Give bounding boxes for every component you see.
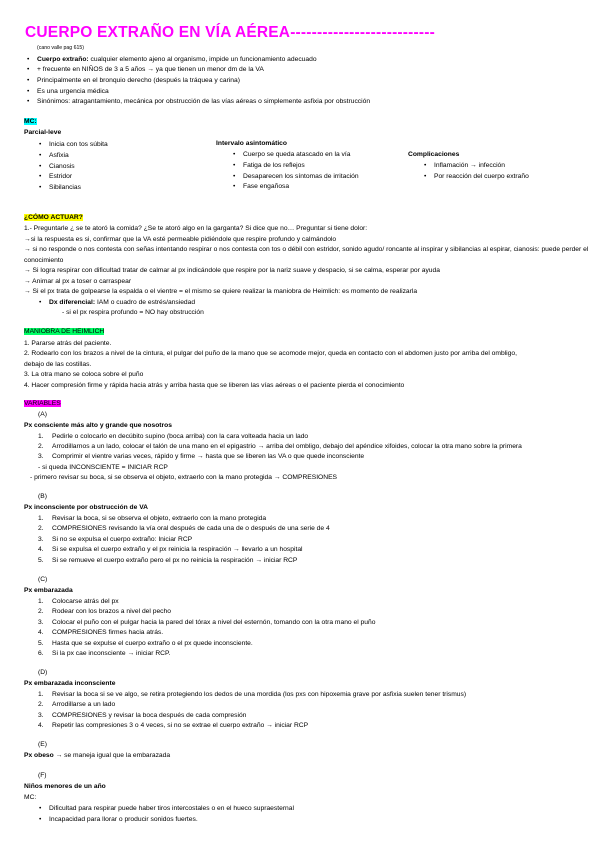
step-text: Arrodillarse a un lado [52, 701, 116, 708]
step-number: 5. [38, 640, 44, 647]
dx-diferencial: • Dx diferencial: IAM o cuadro de estrés/ansiedad [49, 298, 195, 308]
step-text: Colocar el puño con el pulgar hacia la pared del tórax a nivel del esternón, tomando con la otra mano el puño [52, 619, 376, 626]
parcial-item: • Inicia con tos súbita [49, 140, 108, 150]
step-number: 3. [38, 712, 44, 719]
intro-item: • Sinónimos: atragantamiento, mecánica por obstrucción de las vías aéreas o simplemente asfixia por obstrucción [37, 97, 370, 107]
como-line: → si no responde o nos contesta con señas intentando respirar o nos contesta con tos o débil con estridor, sonido agudo/ roncante al inspirar y sibilancias al espirar, cianosis: puede perder el [24, 246, 589, 253]
list-item: • Dificultad para respirar puede haber tiros intercostales o en el hueco supraesternal [49, 804, 294, 814]
step-text: Colocarse atrás del px [52, 598, 119, 605]
heimlich-line: 3. La otra mano se coloca sobre el puño [24, 371, 144, 378]
como-line: → Si el px trata de golpearse la espalda o el vientre = el mismo se quiere realizar la maniobra de Heimlich: es momento de realizarla [24, 288, 418, 295]
heimlich-heading: MANIOBRA DE HEIMLICH [24, 328, 105, 335]
step-text: Repetir las compresiones 3 o 4 veces, si no se extrae el cuerpo extraño → iniciar RCP [52, 722, 309, 729]
step-number: 3. [38, 536, 44, 543]
variable-line: Px obeso → se maneja igual que la embarazada [24, 752, 171, 759]
variable-tag: (F) [38, 772, 47, 779]
intervalo-title: Intervalo asintomático [216, 140, 287, 147]
variable-title: Px embarazada [24, 587, 73, 594]
step-number: 2. [38, 608, 44, 615]
step-text: Si la px cae inconsciente → iniciar RCP. [52, 650, 171, 657]
parcial-item: • Estridor [49, 172, 72, 182]
step-number: 2. [38, 443, 44, 450]
step-text: Pedirle o colocarlo en decúbito supino (boca arriba) con la cara volteada hacia un lado [52, 433, 309, 440]
step-text: COMPRESIONES revisando la vía oral después de cada una de o después de una serie de 4 [52, 525, 330, 532]
heimlich-line: debajo de las costillas. [24, 361, 92, 368]
step-text: Hasta que se expulse el cuerpo extraño o el px quede inconsciente. [52, 640, 253, 647]
como-line: → Animar al px a toser o carraspear [24, 278, 132, 285]
step-number: 1. [38, 691, 44, 698]
variable-title: Px inconsciente por obstrucción de VA [24, 504, 148, 511]
intervalo-item: • Cuerpo se queda atascado en la vía [243, 150, 350, 160]
step-number: 1. [38, 433, 44, 440]
step-text: Si no se expulsa el cuerpo extraño: Iniciar RCP [52, 536, 193, 543]
step-text: Si se expulsa el cuerpo extraño y el px reinicia la respiración → llevarlo a un hospital [52, 546, 303, 553]
intervalo-item: • Fatiga de los reflejos [243, 161, 305, 171]
page-title: CUERPO EXTRAÑO EN VÍA AÉREA--------------------------- [25, 24, 435, 41]
note: - si queda INCONSCIENTE = INICIAR RCP [38, 464, 168, 471]
step-text: Revisar la boca si se ve algo, se retira protegiendo los dedos de una mordida (los pxs con hipoxemia grave por asfixia suelen tener trismus) [52, 691, 467, 698]
dx-sub: - si el px respira profundo = NO hay obstrucción [62, 309, 204, 316]
variable-tag: (C) [38, 576, 48, 583]
parcial-item: • Asfixia [49, 151, 69, 161]
como-actuar-heading: ¿CÓMO ACTUAR? [24, 214, 83, 221]
intro-item: • Es una urgencia médica [37, 87, 109, 97]
step-text: Revisar la boca, si se observa el objeto, extraerlo con la mano protegida [52, 515, 267, 522]
source-reference: (cano valle pag 615) [37, 45, 85, 51]
intervalo-item: • Desaparecen los síntomas de irritación [243, 172, 359, 182]
step-text: Comprimir el vientre varias veces, rápido y firme → hasta que se liberen las VA o que quede inconsciente [52, 453, 365, 460]
como-line: 1.- Preguntarle ¿ se te atoró la comida? ¿Se te atoró algo en la garganta? Si dice que no… Preguntar si tiene dolor: [24, 225, 368, 232]
complicaciones-title: Complicaciones [408, 151, 460, 158]
mc-label: MC: [24, 794, 37, 801]
step-number: 3. [38, 453, 44, 460]
step-number: 1. [38, 515, 44, 522]
como-line: →si la respuesta es si, confirmar que la VA esté permeable pidiéndole que respire profundo y calmándolo [24, 236, 337, 243]
parcial-title: Parcial-leve [24, 129, 62, 136]
step-text: Si se remueve el cuerpo extraño pero el px no reinicia la respiración → iniciar RCP [52, 557, 298, 564]
step-text: Arrodillarnos a un lado, colocar el talón de una mano en el epigastrio → arriba del ombligo, debajo del apéndice xifoides, colocar la otra mano sobre la primera [52, 443, 522, 450]
step-text: COMPRESIONES firmes hacia atrás. [52, 629, 164, 636]
mc-heading: MC: [24, 118, 37, 125]
intervalo-item: • Fase engañosa [243, 182, 289, 192]
parcial-item: • Cianosis [49, 162, 75, 172]
heimlich-line: 1. Pararse atrás del paciente. [24, 340, 112, 347]
step-number: 2. [38, 701, 44, 708]
complicaciones-item: • Inflamación → infección [434, 161, 505, 171]
variable-title: Px consciente más alto y grande que nosotros [24, 422, 172, 429]
variable-title: Niños menores de un año [24, 783, 106, 790]
parcial-item: • Sibilancias [49, 183, 81, 193]
heimlich-line: 2. Rodearlo con los brazos a nivel de la cintura, el pulgar del puño de la mano que se acomode mejor, queda en contacto con el abdomen justo por arriba del ombligo, [24, 350, 517, 357]
intro-item: • + frecuente en NIÑOS de 3 a 5 años → ya que tienen un menor dm de la VA [37, 65, 264, 75]
variables-heading: VARIABLES [24, 400, 61, 407]
complicaciones-item: • Por reacción del cuerpo extraño [434, 172, 529, 182]
como-line: conocimiento [24, 257, 64, 264]
step-number: 6. [38, 650, 44, 657]
variable-tag: (A) [38, 411, 47, 418]
variable-title: Px embarazada inconsciente [24, 680, 116, 687]
step-number: 5. [38, 557, 44, 564]
intro-item: • Principalmente en el bronquio derecho (después la tráquea y carina) [37, 76, 240, 86]
list-item: • Incapacidad para llorar o producir sonidos fuertes. [49, 815, 198, 825]
step-text: Rodear con los brazos a nivel del pecho [52, 608, 171, 615]
step-text: COMPRESIONES y revisar la boca después de cada compresión [52, 712, 247, 719]
variable-tag: (E) [38, 741, 47, 748]
variable-tag: (B) [38, 493, 47, 500]
note: - primero revisar su boca, si se observa el objeto, extraerlo con la mano protegida → COMPRESIONES [30, 474, 338, 481]
heimlich-line: 4. Hacer compresión firme y rápida hacia atrás y arriba hasta que se liberen las vías aéreas o el paciente pierda el conocimiento [24, 382, 405, 389]
intro-item: • Cuerpo extraño: cualquier elemento ajeno al organismo, impide un funcionamiento adecuado [37, 55, 317, 65]
step-number: 3. [38, 619, 44, 626]
step-number: 2. [38, 525, 44, 532]
step-number: 1. [38, 598, 44, 605]
step-number: 4. [38, 629, 44, 636]
step-number: 4. [38, 546, 44, 553]
variable-tag: (D) [38, 669, 48, 676]
step-number: 4. [38, 722, 44, 729]
como-line: → Si logra respirar con dificultad tratar de calmar al px indicándole que respire por la nariz suave y despacio, si se calma, esperar por ayuda [24, 267, 440, 274]
